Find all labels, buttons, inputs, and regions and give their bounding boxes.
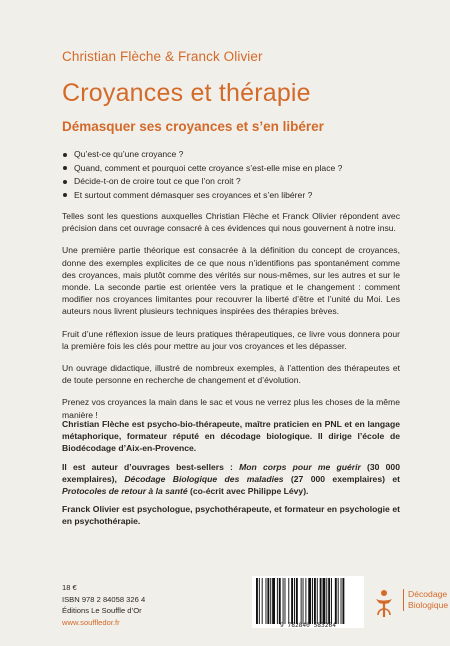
paragraph: Une première partie théorique est consacrée à la définition du concept de croyances, donne des exemples explicites de ce que nous n’identifions pas spontanément comme des croyances, mais plutôt comme des vérités sur nous-mêmes, sur les autres et sur le monde. La seconde partie est orientée vers la pratique et le changement : comment modifier nos croyances limitantes pour recouvrer la liberté d’être et l’unité du Moi. Les auteurs nous livrent plusieurs techniques inspirées des thérapies brèves.	[62, 245, 400, 317]
book-title-2: Décodage Biologique des maladies	[124, 473, 284, 484]
barcode-bar	[303, 578, 304, 624]
website-link[interactable]: www.souffledor.fr	[62, 617, 120, 627]
barcode	[252, 576, 364, 628]
barcode-bar	[288, 578, 289, 624]
barcode-bar	[320, 578, 322, 624]
book-title-1: Mon corps pour me guérir	[239, 461, 361, 472]
question-text: Et surtout comment démasquer ses croyances et s’en libérer ?	[74, 189, 313, 200]
barcode-bar	[272, 578, 275, 624]
list-item	[62, 162, 402, 176]
barcode-bar	[317, 578, 318, 624]
paragraph: Fruit d’une réflexion issue de leurs pratiques thérapeutiques, ce livre vous donnera pour la première fois les clés pour mettre au jour vos croyances et les dépasser.	[62, 328, 400, 351]
books-intro: Il est auteur d’ouvrages best-sellers :	[62, 461, 240, 472]
publisher: Éditions Le Souffle d’Or	[62, 606, 142, 615]
barcode-bar	[294, 578, 295, 624]
barcode-bar	[277, 578, 278, 624]
barcode-bar	[305, 578, 306, 624]
barcode-bar	[301, 578, 302, 624]
book-title: Croyances et thérapie	[62, 79, 311, 107]
barcode-bar	[338, 578, 339, 624]
question-text: Décide-t-on de croire tout ce que l’on croit ?	[74, 176, 241, 186]
book-count-2: (27 000 exemplaires) et	[283, 473, 400, 484]
author-bios	[62, 418, 400, 534]
paragraph: Telles sont les questions auxquelles Christian Flèche et Franck Olivier répondent avec précision dans cet ouvrage consacré à ces évidences qui nous gouvernent à notre insu.	[62, 211, 400, 234]
question-list	[62, 148, 402, 202]
barcode-bar	[267, 578, 269, 624]
barcode-bar	[279, 578, 281, 624]
bullet-icon	[63, 153, 67, 157]
book-note-3: (co-écrit avec Philippe Lévy).	[187, 486, 309, 497]
barcode-bar	[314, 578, 316, 624]
list-item	[62, 189, 402, 203]
book-title-3: Protocoles de retour à la santé	[62, 486, 188, 497]
barcode-number: 9 782840 583264	[280, 622, 336, 629]
barcode-bar	[328, 578, 330, 624]
barcode-bar	[331, 578, 332, 624]
barcode-bar	[270, 578, 271, 624]
barcode-bar	[285, 578, 286, 624]
barcode-bar	[335, 578, 337, 624]
isbn: ISBN 978 2 84058 326 4	[62, 594, 146, 604]
collection-logo-icon	[374, 589, 394, 619]
barcode-bar	[291, 578, 293, 624]
bullet-icon	[63, 193, 67, 197]
list-item	[62, 175, 402, 189]
bio-books	[62, 461, 400, 498]
list-item	[62, 148, 402, 162]
bullet-icon	[63, 166, 67, 170]
question-text: Qu’est-ce qu’une croyance ?	[74, 149, 184, 159]
book-subtitle: Démasquer ses croyances et s’en libérer	[62, 119, 324, 134]
barcode-bar	[256, 578, 258, 624]
barcode-bar	[259, 578, 260, 624]
collection-line-1: Décodage	[408, 589, 448, 599]
barcode-bar	[296, 578, 298, 624]
question-text: Quand, comment et pourquoi cette croyance s’est-elle mise en place ?	[74, 162, 343, 173]
publication-info	[62, 582, 145, 628]
bio-fleche: Christian Flèche est psycho-bio-thérapeute, maître praticien en PNL et en langage métaphorique, formateur réputé en décodage biologique. Il dirige l’école de Biodécodage d’Aix-en-Provence.	[62, 419, 400, 454]
collection-line-2: Biologique	[408, 600, 449, 610]
description	[62, 210, 400, 431]
barcode-bar	[326, 578, 327, 624]
price: 18 €	[62, 583, 77, 592]
barcode-bar	[341, 578, 342, 624]
bio-olivier: Franck Olivier est psychologue, psychothérapeute, et formateur en psychologie et en psychothérapie.	[62, 504, 400, 527]
collection-name	[403, 589, 448, 611]
barcode-bar	[308, 578, 311, 624]
barcode-bar	[342, 578, 344, 624]
book-count-1: (30 000 exemplaires),	[62, 461, 400, 484]
authors: Christian Flèche & Franck Olivier	[62, 49, 263, 64]
barcode-bar	[283, 578, 284, 624]
barcode-bar	[312, 578, 313, 624]
barcode-bar	[323, 578, 326, 624]
bullet-icon	[63, 180, 67, 184]
barcode-bar	[262, 578, 263, 624]
paragraph: Prenez vos croyances la main dans le sac et vous ne verrez plus les choses de la même manière !	[62, 397, 400, 420]
paragraph: Un ouvrage didactique, illustré de nombreux exemples, à l’attention des thérapeutes et de toute personne en recherche de changement et d’évolution.	[62, 363, 400, 386]
barcode-bar	[266, 578, 267, 624]
